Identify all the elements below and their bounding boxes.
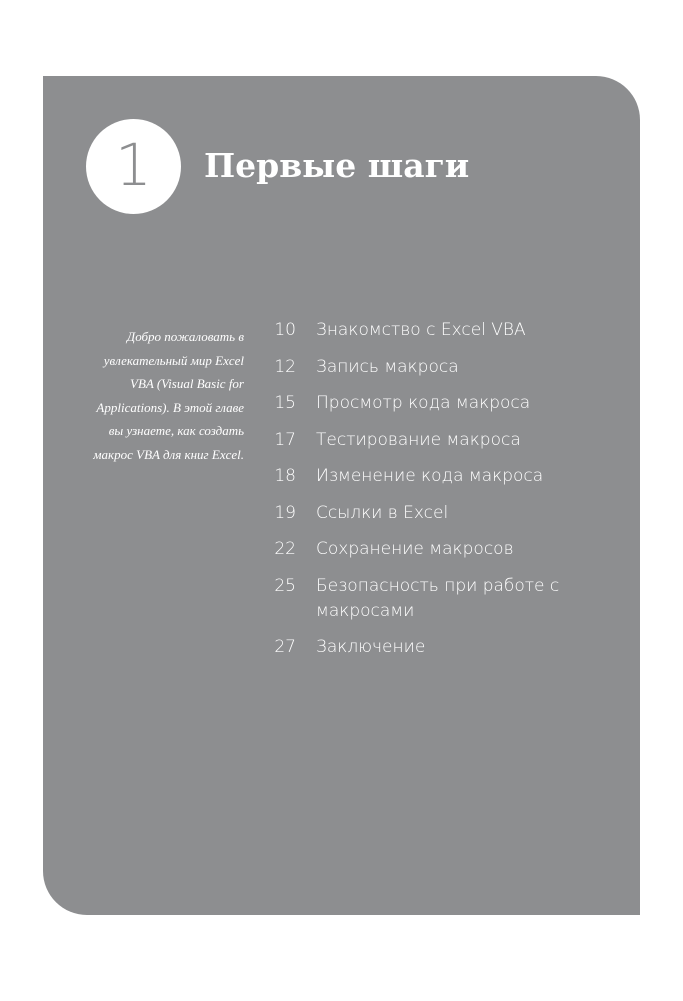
toc-title: Сохранение макросов [316,539,514,559]
toc-item[interactable] [258,574,588,624]
toc-page-number: 12 [274,356,296,377]
toc-page-number: 19 [274,502,296,523]
toc-title: Изменение кода макроса [316,466,544,486]
toc-title: Безопасность при работе с макросами [316,575,560,621]
toc-title: Просмотр кода макроса [316,393,531,413]
toc-item[interactable] [258,537,588,562]
toc-item[interactable] [258,464,588,489]
toc-item[interactable] [258,501,588,526]
toc-title: Знакомство с Excel VBA [316,320,526,340]
toc-page-number: 27 [274,637,296,657]
chapter-intro: Добро пожаловать в увлекательный мир Excel VBA (Visual Basic for Applications). В этой главе вы узнаете, как создать макрос VBA для книг Excel. [93,329,244,462]
table-of-contents [258,318,588,672]
toc-title: Ссылки в Excel [316,502,449,523]
toc-title: Тестирование макроса [316,429,521,450]
toc-page-number: 15 [274,393,296,413]
chapter-number-badge [86,119,181,214]
toc-item[interactable] [258,391,588,416]
toc-page-number: 18 [274,466,296,486]
toc-item[interactable] [258,635,588,660]
toc-title: Заключение [316,637,426,657]
toc-title: Запись макроса [316,356,459,377]
toc-item[interactable] [258,355,588,380]
toc-page-number: 10 [274,320,296,340]
toc-item[interactable] [258,428,588,453]
toc-page-number: 22 [274,539,296,559]
toc-page-number: 25 [274,575,296,596]
toc-page-number: 17 [274,429,296,450]
chapter-number: 1 [115,130,152,199]
toc-item[interactable] [258,318,588,343]
chapter-title: Первые шаги [204,146,470,185]
